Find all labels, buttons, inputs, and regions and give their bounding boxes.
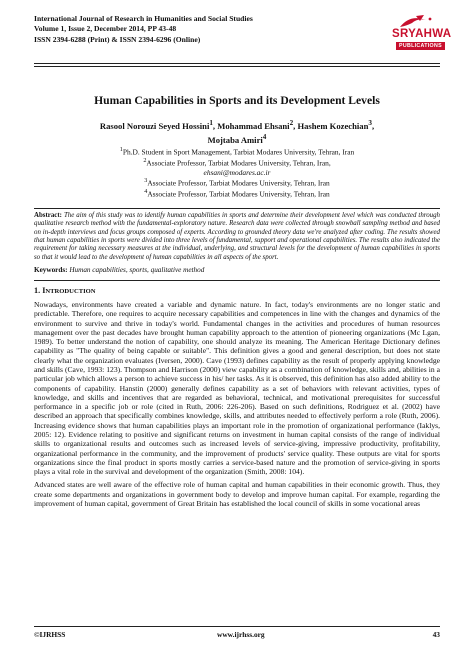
- author-list: [34, 118, 440, 146]
- abstract-text: The aim of this study was to identify human capabilities in sports and determine their development level which was conducted through qualitative research method with the fundamental-exploratory nature. Research data were collected through snowball sampling method and based on in-depth interviews and focus groups composed of experts. According to grounded theory data we're analyzed after coding. The results showed that human capabilities in sports were divided into three levels of fundamental, support and operational capabilities. The results also indicated the requirement for taking necessary measures at the individual, underlying, and structural levels for the development of human capabilities in sports so that it would lead to the development of human capabilities in all aspects of the sport.: [34, 212, 440, 261]
- section-title-initial: I: [42, 286, 46, 295]
- author-3-mark: 3: [368, 119, 372, 127]
- affiliation-3-mark: 3: [144, 177, 148, 184]
- body-paragraph-1: Nowadays, environments have created a variable and dynamic nature. In fact, today's environments are no longer static and predictable. Therefore, one requires to acquire necessary capabilities and competences in line with the changes and dynamics of the environment to survive and thrive in today's world. Fundamental changes in the activities and procedures of human resources management over the past decades have brought human capability approach to the attention of pioneering organizations (Mc Lgan, 1989). To better understand the notion of capability, one should analyze its meaning. The American Heritage Dictionary defines capability as "The quality of being capable or suitable". This definition gives a good and general description, but does not state clearly what the organization evaluates (Iversen, 2000). Cave (1993) defines capability as the result of properly applying knowledge and skills (Cave, 1993: 123). Thompson and Harrison (2000) view capability as a combination of knowledge, skills and, abilities in a particular job which allows a person to achieve success in his/ her tasks. As it is observed, this definition has also added ability to the components of capability. Hanstin (2000) generally defines capability as a set of behaviors with relevant activities, types of knowledge, and skills and incentives that are regarded as behavioral, technical, and motivational prerequisites for successful performance in a specific job or role (cited in Ruth, 2006: 226-206). Based on such definitions, Rodriguez et al. (2002) have described an approach that specifically combines knowledge, skills, and attributes needed to effectively perform a role (Ruth, 2006). Increasing evidence shows that human capabilities plays an important role in the promotion of organizational performance (Iaklys, 2005: 12). Evidence relating to positive and significant returns on investment in human capital consists of the range of individual skills to organizational results and outcomes such as increased levels of service-giving, impressive productivity, profitability, organizational performance in the community, and the improvement of products' service quality. These outputs are vital for sports organizations since the final product in sports mostly carries a service-based nature and the promotion of service-giving in sports plays a vital role in the survival and development of the organization (Smith, 2008: 104).: [34, 300, 440, 477]
- author-1: Rasool Norouzi Seyed Hossini: [99, 120, 210, 131]
- affiliation-1: Ph.D. Student in Sport Management, Tarbiat Modares University, Tehran, Iran: [122, 147, 355, 157]
- footer-divider: [34, 626, 440, 627]
- publisher-logo-tag: PUBLICATIONS: [396, 42, 445, 50]
- keywords-bottom-divider: [34, 280, 440, 281]
- abstract: [34, 212, 440, 262]
- journal-issn: ISSN 2394-6288 (Print) & ISSN 2394-6296 (Online): [34, 34, 201, 44]
- author-2-mark: 2: [289, 119, 294, 127]
- keywords-label: Keywords:: [34, 266, 68, 274]
- affiliation-3: Associate Professor, Tarbiat Modares University, Tehran, Iran: [147, 178, 330, 188]
- affiliation-2-mark: 2: [143, 157, 147, 164]
- affiliations: [34, 146, 440, 198]
- header-divider-secondary: [34, 66, 440, 67]
- author-separator: ,: [371, 120, 375, 131]
- author-4-mark: 4: [262, 132, 267, 141]
- footer-copyright: ©IJRHSS: [34, 630, 66, 639]
- author-2: , Mohammad Ehsani: [212, 120, 290, 131]
- body-paragraph-2: Advanced states are well aware of the effective role of human capital and human capabilities in their economic growth. Thus, they create some departments and organizations in government body to develop and improve human capital. For example, regarding the improvement of human capital, government of Great Britain has established the local council of skills in some vocational areas: [34, 480, 440, 508]
- author-4: Mojtaba Amiri: [207, 134, 263, 145]
- footer-website: www.ijrhss.org: [217, 630, 265, 639]
- affiliation-4: Associate Professor, Tarbiat Modares University, Tehran, Iran: [147, 189, 330, 199]
- section-title-rest: NTRODUCTION: [45, 288, 96, 295]
- header-divider: [34, 63, 440, 64]
- affiliation-2: Associate Professor, Tarbiat Modares University, Tehran, Iran,: [146, 158, 331, 168]
- section-heading-introduction: [34, 286, 96, 295]
- page-number: 43: [432, 630, 440, 639]
- publisher-logo-name: SRYAHWA: [392, 28, 452, 40]
- affiliation-4-mark: 4: [144, 188, 148, 195]
- author-1-mark: 1: [209, 119, 213, 127]
- section-number: 1.: [34, 286, 41, 295]
- publisher-logo: [370, 14, 450, 58]
- keywords-text: Human capabilities, sports, qualitative method: [69, 266, 205, 274]
- abstract-top-divider: [34, 208, 440, 209]
- journal-header: [34, 14, 364, 45]
- author-email: ehsani@modares.ac.ir: [203, 167, 271, 177]
- journal-name: International Journal of Research in Humanities and Social Studies: [34, 14, 253, 23]
- author-3: , Hashem Kozechian: [293, 120, 369, 131]
- paper-title: Human Capabilities in Sports and its Development Levels: [94, 94, 380, 107]
- affiliation-1-mark: 1: [119, 147, 123, 153]
- body-text: [34, 300, 440, 512]
- keywords: [34, 266, 440, 274]
- journal-volume: Volume 1, Issue 2, December 2014, PP 43-48: [34, 24, 177, 34]
- abstract-label: Abstract:: [34, 212, 62, 219]
